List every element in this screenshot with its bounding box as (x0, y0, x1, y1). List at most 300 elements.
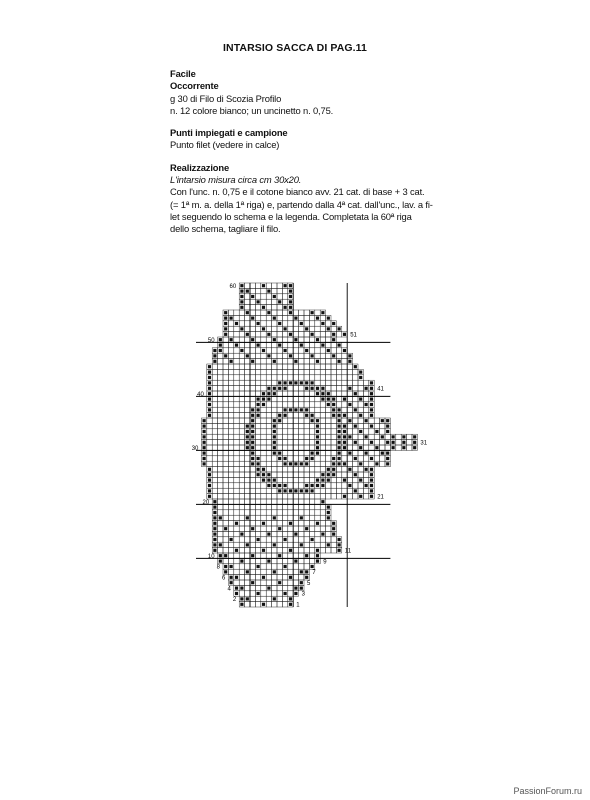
chart-cell (266, 602, 271, 607)
chart-cell (255, 580, 260, 585)
chart-cell (326, 429, 331, 434)
filled-block (359, 495, 362, 498)
chart-cell (239, 413, 244, 418)
filled-block (375, 462, 378, 465)
filled-block (294, 408, 297, 411)
chart-cell (218, 434, 223, 439)
filled-block (284, 284, 287, 287)
filled-block (278, 452, 281, 455)
chart-cell (299, 386, 304, 391)
filled-block (208, 365, 211, 368)
filled-block (273, 452, 276, 455)
chart-cell (234, 494, 239, 499)
chart-cell (277, 445, 282, 450)
chart-cell (342, 375, 347, 380)
chart-cell (358, 483, 363, 488)
chart-cell (234, 434, 239, 439)
filled-block (203, 452, 206, 455)
stitches-line: Punto filet (vedere in calce) (170, 139, 280, 151)
filled-block (370, 398, 373, 401)
chart-cell (239, 553, 244, 558)
chart-cell (218, 521, 223, 526)
filled-block (230, 538, 233, 541)
filled-block (289, 306, 292, 309)
filled-block (300, 570, 303, 573)
chart-cell (326, 445, 331, 450)
chart-cell (320, 494, 325, 499)
chart-cell (331, 342, 336, 347)
chart-cell (228, 526, 233, 531)
chart-cell (239, 488, 244, 493)
chart-cell (326, 321, 331, 326)
filled-block (262, 398, 265, 401)
filled-block (257, 398, 260, 401)
chart-cell (255, 429, 260, 434)
chart-cell (304, 364, 309, 369)
filled-block (246, 570, 249, 573)
chart-cell (228, 380, 233, 385)
filled-block (203, 457, 206, 460)
chart-cell (250, 283, 255, 288)
chart-cell (288, 591, 293, 596)
filled-block (316, 441, 319, 444)
filled-block (208, 408, 211, 411)
chart-cell (369, 450, 374, 455)
filled-block (338, 462, 341, 465)
chart-cell (255, 494, 260, 499)
chart-cell (293, 477, 298, 482)
chart-cell (266, 456, 271, 461)
chart-cell (293, 494, 298, 499)
chart-cell (239, 315, 244, 320)
chart-cell (326, 418, 331, 423)
chart-cell (347, 488, 352, 493)
filled-block (294, 360, 297, 363)
filled-block (327, 479, 330, 482)
filled-block (316, 484, 319, 487)
chart-cell (272, 456, 277, 461)
chart-cell (272, 488, 277, 493)
filled-block (273, 338, 276, 341)
chart-cell (315, 531, 320, 536)
chart-cell (282, 521, 287, 526)
filled-block (262, 522, 265, 525)
filled-block (289, 576, 292, 579)
chart-cell (315, 310, 320, 315)
filled-block (213, 533, 216, 536)
chart-cell (223, 429, 228, 434)
chart-cell (299, 348, 304, 353)
chart-cell (228, 440, 233, 445)
filled-block (402, 446, 405, 449)
chart-cell (239, 310, 244, 315)
chart-cell (250, 348, 255, 353)
chart-cell (228, 369, 233, 374)
chart-cell (245, 369, 250, 374)
filled-block (257, 344, 260, 347)
chart-cell (282, 359, 287, 364)
filled-block (267, 398, 270, 401)
chart-cell (261, 337, 266, 342)
row-number-label: 31 (420, 440, 428, 447)
chart-cell (228, 332, 233, 337)
chart-cell (304, 558, 309, 563)
filled-block (300, 408, 303, 411)
filled-block (311, 387, 314, 390)
filled-block (305, 381, 308, 384)
chart-cell (261, 499, 266, 504)
filled-block (273, 317, 276, 320)
chart-cell (320, 526, 325, 531)
chart-cell (293, 575, 298, 580)
chart-cell (347, 472, 352, 477)
chart-cell (277, 348, 282, 353)
chart-cell (272, 467, 277, 472)
chart-cell (255, 526, 260, 531)
filled-block (316, 392, 319, 395)
chart-cell (282, 531, 287, 536)
chart-cell (304, 537, 309, 542)
chart-cell (239, 418, 244, 423)
filled-block (267, 290, 270, 293)
filled-block (257, 473, 260, 476)
chart-cell (266, 499, 271, 504)
chart-cell (218, 359, 223, 364)
chart-cell (299, 337, 304, 342)
filled-block (321, 473, 324, 476)
chart-cell (218, 472, 223, 477)
chart-cell (250, 380, 255, 385)
chart-cell (299, 326, 304, 331)
filled-block (316, 554, 319, 557)
filled-block (300, 489, 303, 492)
chart-cell (239, 402, 244, 407)
filled-block (224, 354, 227, 357)
filled-block (278, 457, 281, 460)
chart-cell (250, 332, 255, 337)
filled-block (311, 354, 314, 357)
chart-cell (255, 531, 260, 536)
filled-block (289, 489, 292, 492)
chart-cell (336, 369, 341, 374)
chart-cell (342, 386, 347, 391)
chart-cell (261, 413, 266, 418)
filled-block (240, 587, 243, 590)
chart-cell (326, 337, 331, 342)
filled-block (386, 457, 389, 460)
chart-cell (293, 580, 298, 585)
chart-cell (347, 461, 352, 466)
chart-cell (239, 467, 244, 472)
filled-block (251, 360, 254, 363)
filled-block (370, 425, 373, 428)
filled-block (246, 441, 249, 444)
chart-cell (304, 402, 309, 407)
chart-cell (309, 504, 314, 509)
chart-cell (282, 429, 287, 434)
filled-block (235, 322, 238, 325)
chart-cell (309, 369, 314, 374)
chart-cell (358, 402, 363, 407)
chart-cell (223, 413, 228, 418)
chart-cell (250, 364, 255, 369)
filled-block (359, 398, 362, 401)
chart-cell (277, 375, 282, 380)
filled-block (316, 549, 319, 552)
filled-block (316, 317, 319, 320)
chart-cell (293, 569, 298, 574)
chart-cell (266, 596, 271, 601)
chart-cell (223, 456, 228, 461)
chart-cell (234, 537, 239, 542)
chart-cell (277, 396, 282, 401)
filled-block (224, 311, 227, 314)
chart-cell (250, 472, 255, 477)
filled-block (262, 603, 265, 606)
chart-cell (266, 364, 271, 369)
chart-cell (336, 380, 341, 385)
chart-cell (277, 402, 282, 407)
filled-block (257, 565, 260, 568)
chart-cell (245, 531, 250, 536)
filled-block (224, 570, 227, 573)
filled-block (257, 322, 260, 325)
chart-cell (288, 504, 293, 509)
chart-cell (228, 542, 233, 547)
chart-cell (266, 510, 271, 515)
chart-cell (277, 294, 282, 299)
chart-cell (234, 326, 239, 331)
chart-cell (212, 429, 217, 434)
chart-cell (315, 326, 320, 331)
chart-cell (358, 450, 363, 455)
row-number-label: 41 (377, 386, 384, 393)
chart-cell (277, 359, 282, 364)
chart-cell (374, 456, 379, 461)
chart-cell (277, 602, 282, 607)
filled-block (284, 538, 287, 541)
chart-cell (282, 294, 287, 299)
chart-cell (255, 310, 260, 315)
row-number-label: 6 (222, 575, 226, 582)
chart-cell (282, 369, 287, 374)
chart-cell (293, 553, 298, 558)
chart-cell (277, 337, 282, 342)
chart-cell (228, 413, 233, 418)
chart-cell (304, 332, 309, 337)
filled-block (213, 516, 216, 519)
chart-cell (228, 558, 233, 563)
filled-block (343, 349, 346, 352)
chart-cell (261, 369, 266, 374)
chart-cell (342, 391, 347, 396)
chart-cell (299, 499, 304, 504)
chart-cell (304, 564, 309, 569)
filled-block (386, 430, 389, 433)
chart-cell (255, 380, 260, 385)
chart-cell (304, 337, 309, 342)
chart-cell (277, 558, 282, 563)
chart-cell (234, 386, 239, 391)
chart-cell (234, 456, 239, 461)
chart-cell (342, 450, 347, 455)
chart-cell (228, 321, 233, 326)
chart-cell (245, 294, 250, 299)
chart-cell (218, 456, 223, 461)
chart-cell (245, 386, 250, 391)
filled-block (257, 414, 260, 417)
chart-cell (304, 477, 309, 482)
chart-cell (277, 407, 282, 412)
chart-cell (304, 375, 309, 380)
filled-block (305, 554, 308, 557)
chart-cell (315, 542, 320, 547)
chart-cell (223, 542, 228, 547)
chart-cell (347, 440, 352, 445)
chart-cell (250, 326, 255, 331)
filled-block (348, 354, 351, 357)
filled-block (316, 452, 319, 455)
chart-cell (272, 472, 277, 477)
chart-cell (299, 310, 304, 315)
chart-cell (261, 585, 266, 590)
chart-cell (266, 569, 271, 574)
chart-cell (261, 456, 266, 461)
chart-cell (374, 450, 379, 455)
chart-cell (309, 531, 314, 536)
filled-block (219, 543, 222, 546)
chart-cell (266, 299, 271, 304)
chart-cell (277, 369, 282, 374)
chart-cell (326, 537, 331, 542)
filled-block (354, 473, 357, 476)
filled-block (348, 403, 351, 406)
chart-cell (342, 407, 347, 412)
chart-cell (277, 326, 282, 331)
chart-cell (261, 429, 266, 434)
chart-cell (358, 386, 363, 391)
filled-block (240, 603, 243, 606)
filled-block (208, 473, 211, 476)
row-number-label: 11 (344, 548, 352, 555)
filled-block (327, 349, 330, 352)
chart-cell (320, 353, 325, 358)
chart-cell (396, 445, 401, 450)
filled-block (332, 473, 335, 476)
chart-cell (261, 553, 266, 558)
filled-block (284, 414, 287, 417)
chart-cell (299, 504, 304, 509)
chart-cell (288, 542, 293, 547)
chart-cell (272, 553, 277, 558)
chart-cell (207, 429, 212, 434)
filled-block (311, 381, 314, 384)
chart-cell (304, 521, 309, 526)
filled-block (316, 479, 319, 482)
filled-block (284, 489, 287, 492)
chart-cell (320, 423, 325, 428)
chart-cell (261, 440, 266, 445)
filled-block (267, 484, 270, 487)
chart-cell (331, 386, 336, 391)
chart-cell (309, 407, 314, 412)
chart-cell (288, 369, 293, 374)
filled-block (370, 408, 373, 411)
chart-cell (266, 450, 271, 455)
chart-cell (320, 456, 325, 461)
chart-cell (272, 396, 277, 401)
chart-cell (255, 440, 260, 445)
chart-cell (326, 375, 331, 380)
filled-block (316, 425, 319, 428)
chart-cell (223, 386, 228, 391)
chart-cell (277, 423, 282, 428)
chart-cell (261, 483, 266, 488)
chart-cell (326, 359, 331, 364)
chart-cell (212, 364, 217, 369)
chart-cell (261, 526, 266, 531)
chart-cell (304, 353, 309, 358)
chart-cell (353, 483, 358, 488)
chart-cell (315, 375, 320, 380)
chart-cell (245, 548, 250, 553)
filled-block (262, 349, 265, 352)
chart-cell (218, 537, 223, 542)
chart-cell (299, 553, 304, 558)
chart-cell (218, 364, 223, 369)
filled-block (251, 295, 254, 298)
filled-block (392, 435, 395, 438)
chart-cell (336, 386, 341, 391)
chart-cell (255, 391, 260, 396)
chart-cell (288, 364, 293, 369)
chart-cell (277, 332, 282, 337)
chart-cell (234, 564, 239, 569)
chart-cell (293, 445, 298, 450)
chart-cell (277, 521, 282, 526)
chart-cell (250, 537, 255, 542)
chart-cell (315, 488, 320, 493)
chart-cell (266, 542, 271, 547)
chart-cell (261, 531, 266, 536)
filled-block (305, 570, 308, 573)
chart-cell (207, 456, 212, 461)
chart-cell (336, 391, 341, 396)
filled-block (321, 500, 324, 503)
chart-cell (228, 477, 233, 482)
chart-cell (272, 369, 277, 374)
filled-block (203, 430, 206, 433)
filled-block (370, 392, 373, 395)
chart-cell (223, 504, 228, 509)
filled-block (289, 462, 292, 465)
filled-block (370, 414, 373, 417)
chart-cell (261, 321, 266, 326)
chart-cell (228, 326, 233, 331)
filled-block (278, 489, 281, 492)
chart-cell (288, 515, 293, 520)
chart-cell (255, 510, 260, 515)
chart-cell (255, 548, 260, 553)
chart-cell (223, 364, 228, 369)
chart-cell (212, 391, 217, 396)
chart-cell (261, 515, 266, 520)
chart-cell (255, 326, 260, 331)
chart-cell (288, 450, 293, 455)
filled-block (294, 381, 297, 384)
chart-cell (218, 526, 223, 531)
filled-block (284, 381, 287, 384)
